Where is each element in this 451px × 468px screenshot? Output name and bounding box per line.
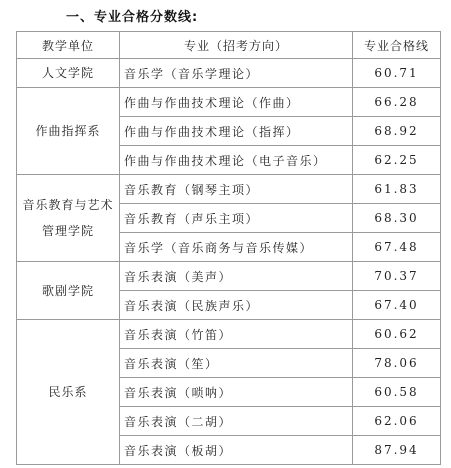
score-cell: 66.28 (353, 88, 441, 117)
major-cell: 音乐表演（美声） (120, 262, 353, 291)
major-cell: 音乐学（音乐学理论） (120, 59, 353, 88)
header-score: 专业合格线 (353, 32, 441, 59)
table-row (17, 320, 441, 349)
table-row (17, 59, 441, 88)
score-cell: 68.92 (353, 117, 441, 146)
score-cell: 67.48 (353, 233, 441, 262)
score-cell: 62.06 (353, 407, 441, 436)
score-cell: 61.83 (353, 175, 441, 204)
score-cell: 78.06 (353, 349, 441, 378)
major-cell: 音乐表演（竹笛） (120, 320, 353, 349)
score-cell: 87.94 (353, 436, 441, 465)
major-cell: 音乐表演（板胡） (120, 436, 353, 465)
section-heading: 一、专业合格分数线: (66, 10, 199, 25)
score-cell: 68.30 (353, 204, 441, 233)
table-row (17, 88, 441, 117)
table-body (17, 59, 441, 465)
score-cell: 67.40 (353, 291, 441, 320)
major-cell: 音乐教育（钢琴主项） (120, 175, 353, 204)
major-cell: 作曲与作曲技术理论（电子音乐） (120, 146, 353, 175)
department-cell: 歌剧学院 (17, 262, 120, 320)
major-cell: 音乐表演（唢呐） (120, 378, 353, 407)
score-cell: 60.62 (353, 320, 441, 349)
major-cell: 音乐表演（笙） (120, 349, 353, 378)
score-cell: 60.71 (353, 59, 441, 88)
department-cell: 作曲指挥系 (17, 88, 120, 175)
department-cell: 音乐教育与艺术管理学院 (17, 175, 120, 262)
major-cell: 作曲与作曲技术理论（作曲） (120, 88, 353, 117)
header-major: 专业（招考方向） (120, 32, 353, 59)
major-cell: 音乐表演（二胡） (120, 407, 353, 436)
score-cell: 70.37 (353, 262, 441, 291)
major-cell: 音乐学（音乐商务与音乐传媒） (120, 233, 353, 262)
major-cell: 作曲与作曲技术理论（指挥） (120, 117, 353, 146)
header-department: 教学单位 (17, 32, 120, 59)
major-cell: 音乐教育（声乐主项） (120, 204, 353, 233)
department-cell: 人文学院 (17, 59, 120, 88)
score-table (16, 31, 441, 465)
department-cell: 民乐系 (17, 320, 120, 465)
table-header-row (17, 32, 441, 59)
score-cell: 60.58 (353, 378, 441, 407)
table-row (17, 175, 441, 204)
major-cell: 音乐表演（民族声乐） (120, 291, 353, 320)
table-row (17, 262, 441, 291)
score-cell: 62.25 (353, 146, 441, 175)
